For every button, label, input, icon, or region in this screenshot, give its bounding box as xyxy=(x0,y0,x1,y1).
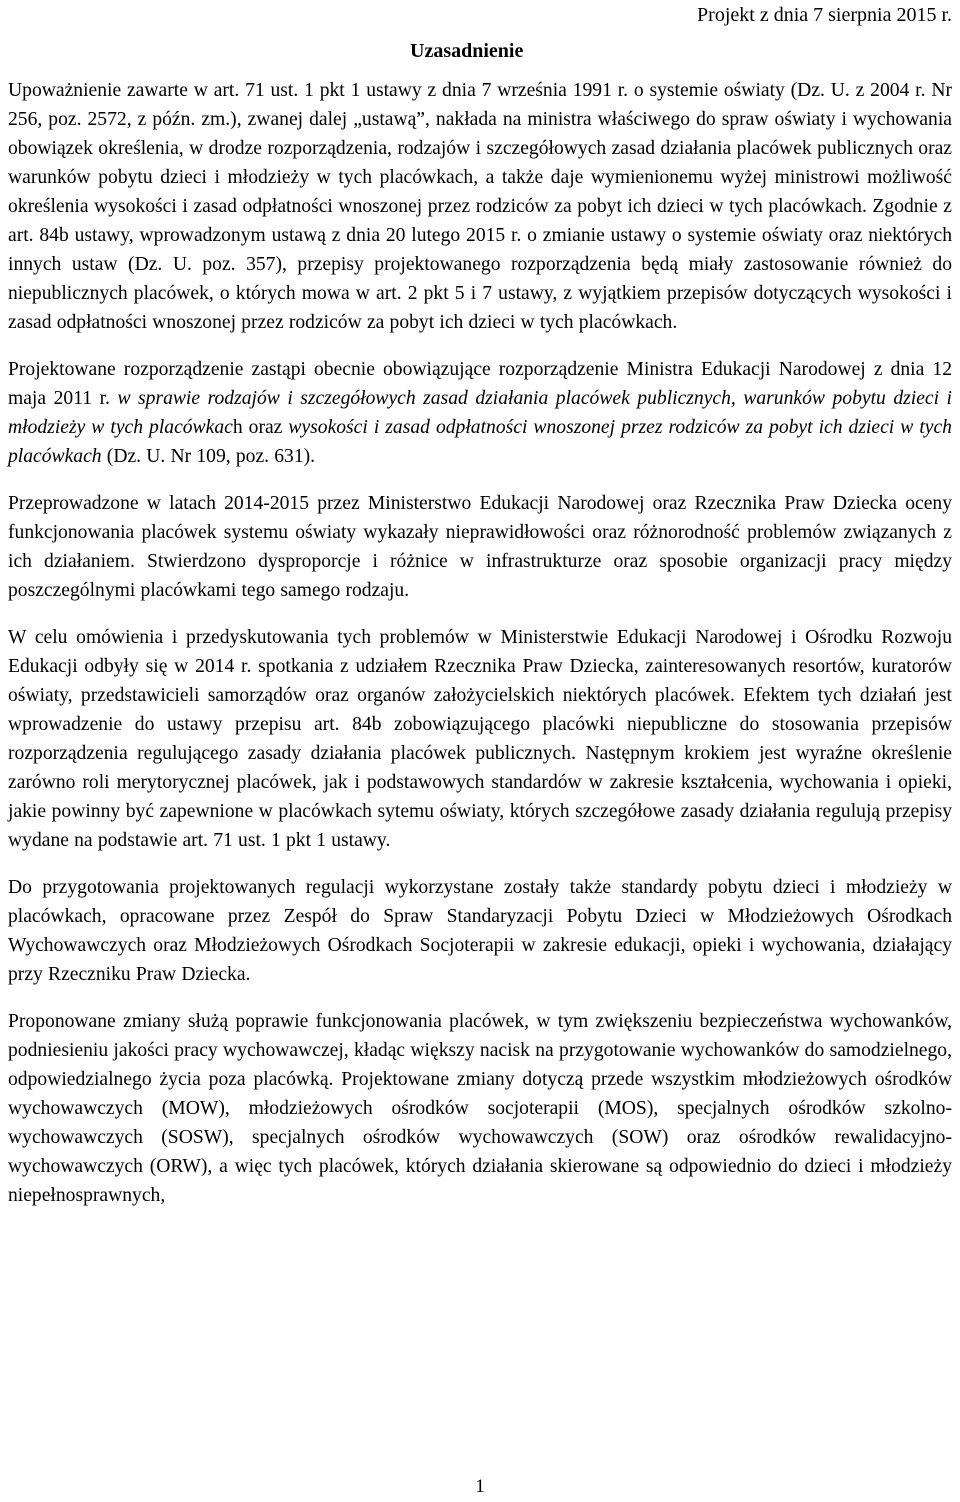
paragraph-text: Do przygotowania projektowanych regulacji wykorzystane zostały także standardy pobytu dzieci i młodzieży w placówkach, opracowane przez Zespół do Spraw Standaryzacji Pobytu Dzieci w Młodzieżowych Ośrodkach Wychowawczych oraz Młodzieżowych Ośrodkach Socjoterapii w zakresie edukacji, opieki i wychowania, działający przy Rzeczniku Praw Dziecka. xyxy=(8,877,952,985)
paragraph-text: Przeprowadzone w latach 2014-2015 przez Ministerstwo Edukacji Narodowej oraz Rzecznika Praw Dziecka oceny funkcjonowania placówek systemu oświaty wykazały nieprawidłowości oraz różnorodność problemów związanych z ich działaniem. Stwierdzono dysproporcje i różnice w infrastrukturze oraz sposobie organizacji pracy między poszczególnymi placówkami tego samego rodzaju. xyxy=(8,493,952,601)
regulation-title-italic: w sprawie rodzajów i szczegółowych zasad działania placówek publicznych, warunków pobytu dzieci i młodzieży w tych placówkac xyxy=(8,388,952,438)
project-date-header: Projekt z dnia 7 sierpnia 2015 r. xyxy=(697,4,952,26)
page-number: 1 xyxy=(475,1476,485,1497)
document-body xyxy=(8,76,952,1210)
paragraph-text: Proponowane zmiany służą poprawie funkcjonowania placówek, w tym zwiększeniu bezpieczeństwa wychowanków, podniesieniu jakości pracy wychowawczej, kładąc większy nacisk na przygotowanie wychowanków do samodzielnego, odpowiedzialnego życia poza placówką. Projektowane zmiany dotyczą przede wszystkim młodzieżowych ośrodków wychowawczych (MOW), młodzieżowych ośrodków socjoterapii (MOS), specjalnych ośrodków szkolno-wychowawczych (SOSW), specjalnych ośrodków wychowawczych (SOW) oraz ośrodków rewalidacyjno-wychowawczych (ORW), a więc tych placówek, których działania skierowane są odpowiednio do dzieci i młodzieży niepełnosprawnych, xyxy=(8,1011,952,1206)
paragraph-4 xyxy=(8,623,952,855)
paragraph-text: h oraz xyxy=(232,417,289,438)
regulation-title-italic: wysokości i zasad odpłatności wnoszonej przez rodziców za pobyt ich dzieci w tych placówkach xyxy=(8,417,952,467)
paragraph-text: (Dz. U. Nr 109, poz. 631). xyxy=(101,446,316,467)
paragraph-text: Projektowane rozporządzenie zastąpi obecnie obowiązujące rozporządzenie Ministra Edukacji Narodowej z dnia 12 maja 2011 r. xyxy=(8,359,952,409)
paragraph-3 xyxy=(8,489,952,605)
paragraph-2 xyxy=(8,355,952,471)
paragraph-5 xyxy=(8,873,952,989)
paragraph-6 xyxy=(8,1007,952,1210)
paragraph-text: W celu omówienia i przedyskutowania tych problemów w Ministerstwie Edukacji Narodowej i Ośrodku Rozwoju Edukacji odbyły się w 2014 r. spotkania z udziałem Rzecznika Praw Dziecka, zainteresowanych resortów, kuratorów oświaty, przedstawicieli samorządów oraz organów założycielskich niektórych placówek. Efektem tych działań jest wprowadzenie do ustawy przepisu art. 84b zobowiązującego placówki niepubliczne do stosowania przepisów rozporządzenia regulującego zasady działania placówek publicznych. Następnym krokiem jest wyraźne określenie zarówno roli merytorycznej placówek, jak i podstawowych standardów w zakresie kształcenia, wychowania i opieki, jakie powinny być zapewnione w placówkach sytemu oświaty, których szczegółowe zasady działania regulują przepisy wydane na podstawie art. 71 ust. 1 pkt 1 ustawy. xyxy=(8,627,952,851)
paragraph-1 xyxy=(8,76,952,337)
document-title: Uzasadnienie xyxy=(410,40,524,62)
paragraph-text: Upoważnienie zawarte w art. 71 ust. 1 pkt 1 ustawy z dnia 7 września 1991 r. o systemie oświaty (Dz. U. z 2004 r. Nr 256, poz. 2572, z późn. zm.), zwanej dalej „ustawą”, nakłada na ministra właściwego do spraw oświaty i wychowania obowiązek określenia, w drodze rozporządzenia, rodzajów i szczegółowych zasad działania placówek publicznych oraz warunków pobytu dzieci i młodzieży w tych placówkach, a także daje wymienionemu wyżej ministrowi możliwość określenia wysokości i zasad odpłatności wnoszonej przez rodziców za pobyt ich dzieci w tych placówkach. Zgodnie z art. 84b ustawy, wprowadzonym ustawą z dnia 20 lutego 2015 r. o zmianie ustawy o systemie oświaty oraz niektórych innych ustaw (Dz. U. poz. 357), przepisy projektowanego rozporządzenia będą miały zastosowanie również do niepublicznych placówek, o których mowa w art. 2 pkt 5 i 7 ustawy, z wyjątkiem przepisów dotyczących wysokości i zasad odpłatności wnoszonej przez rodziców za pobyt ich dzieci w tych placówkach. xyxy=(8,80,952,333)
